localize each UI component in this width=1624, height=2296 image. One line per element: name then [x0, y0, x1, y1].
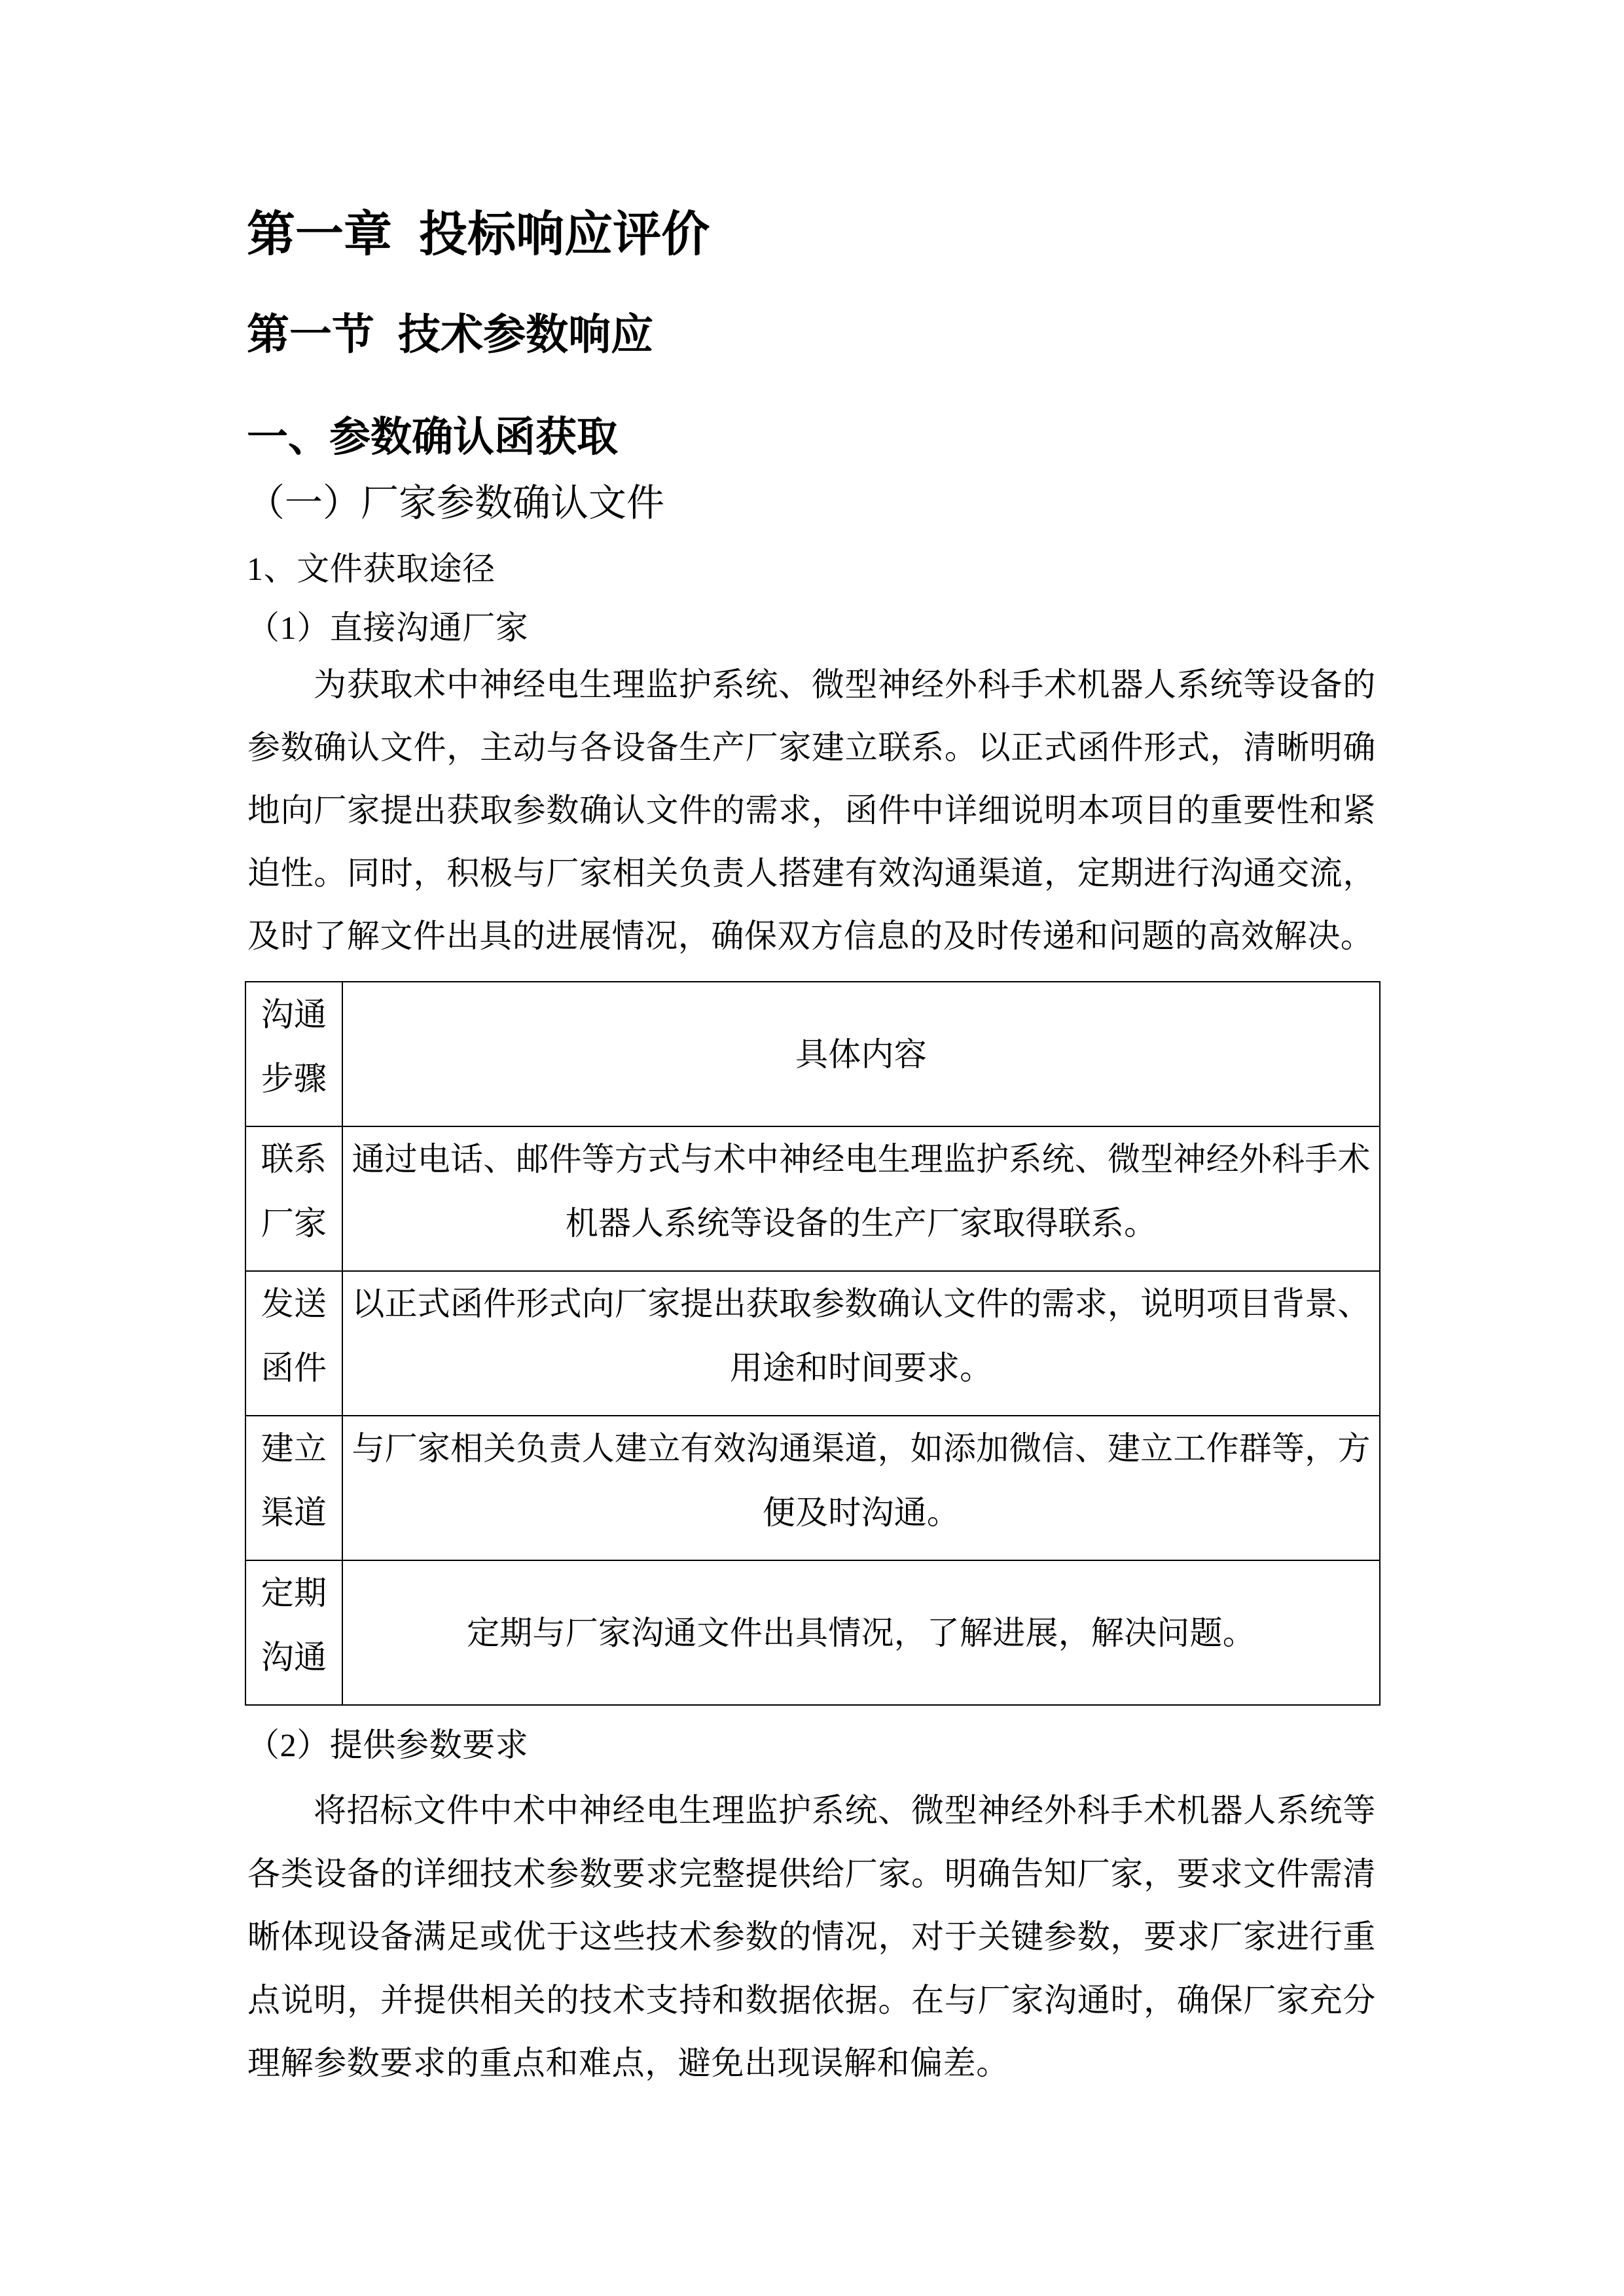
heading-parameter-requirements: （2）提供参数要求	[247, 1727, 529, 1763]
heading-level-1: 一、参数确认函获取	[247, 414, 618, 460]
table-row	[245, 1271, 1380, 1416]
communication-steps-table	[245, 981, 1380, 1706]
heading-level-3: 1、文件获取途径	[247, 550, 496, 587]
content-cell: 定期与厂家沟通文件出具情况，了解进展，解决问题。	[342, 1560, 1380, 1705]
section-title: 第一节 技术参数响应	[247, 310, 654, 358]
content-cell: 与厂家相关负责人建立有效沟通渠道，如添加微信、建立工作群等，方便及时沟通。	[342, 1416, 1380, 1560]
chapter-title: 第一章 投标响应评价	[247, 207, 710, 261]
header-content: 具体内容	[342, 982, 1380, 1126]
step-cell: 联系厂家	[245, 1126, 342, 1271]
paragraph-direct-contact: 为获取术中神经电生理监护系统、微型神经外科手术机器人系统等设备的参数确认文件，主动与各设备生产厂家建立联系。以正式函件形式，清晰明确地向厂家提出获取参数确认文件的需求，函件中详细说明本项目的重要性和紧迫性。同时，积极与厂家相关负责人搭建有效沟通渠道，定期进行沟通交流，及时了解文件出具的进展情况，确保双方信息的及时传递和问题的高效解决。	[247, 666, 1376, 954]
header-step: 沟通步骤	[245, 982, 342, 1126]
heading-level-2: （一）厂家参数确认文件	[247, 482, 665, 524]
step-cell: 建立渠道	[245, 1416, 342, 1560]
table-row	[245, 1416, 1380, 1560]
table-header-row	[245, 982, 1380, 1126]
content-cell: 以正式函件形式向厂家提出获取参数确认文件的需求，说明项目背景、用途和时间要求。	[342, 1271, 1380, 1416]
content-cell: 通过电话、邮件等方式与术中神经电生理监护系统、微型神经外科手术机器人系统等设备的生产厂家取得联系。	[342, 1126, 1380, 1271]
paragraph-parameter-requirements: 将招标文件中术中神经电生理监护系统、微型神经外科手术机器人系统等各类设备的详细技术参数要求完整提供给厂家。明确告知厂家，要求文件需清晰体现设备满足或优于这些技术参数的情况，对于关键参数，要求厂家进行重点说明，并提供相关的技术支持和数据依据。在与厂家沟通时，确保厂家充分理解参数要求的重点和难点，避免出现误解和偏差。	[247, 1792, 1376, 2082]
step-cell: 定期沟通	[245, 1560, 342, 1705]
table-row	[245, 1126, 1380, 1271]
table-row	[245, 1560, 1380, 1705]
step-cell: 发送函件	[245, 1271, 342, 1416]
heading-direct-contact: （1）直接沟通厂家	[247, 609, 529, 646]
